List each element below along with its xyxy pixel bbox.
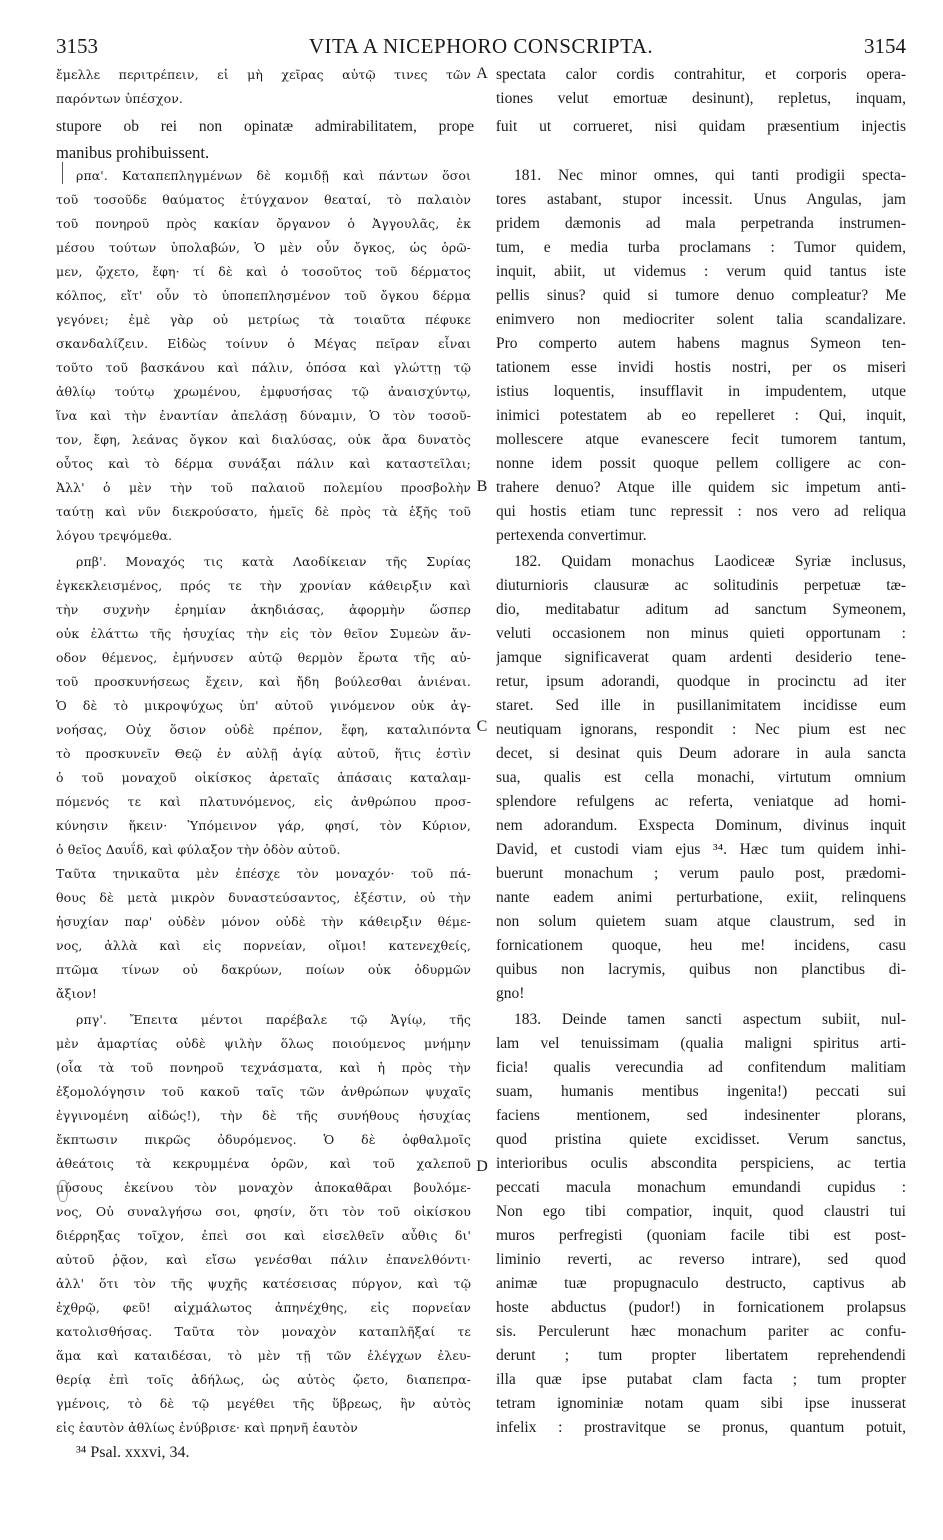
greek-text-line: Ταῦτα τηνικαῦτα μὲν ἐπέσχε τὸν μοναχόν· τοῦ πά- bbox=[56, 866, 471, 881]
greek-text-line: μεν, ᾤχετο, ἔφη· τί δὲ καὶ ὁ τοσοῦτος τοῦ δέρματος bbox=[56, 264, 471, 279]
margin-letter: D bbox=[476, 1158, 488, 1175]
latin-text-line: quibus non lacrymis, quibus non planctibus di- bbox=[496, 961, 906, 978]
latin-text-line: muros perfregisti (quoniam facile tibi est post- bbox=[496, 1227, 906, 1244]
latin-text-line: interioribus oculis abscondita perspiciens, ac tertia bbox=[496, 1155, 906, 1172]
latin-text-line: retur, ipsum adorandi, quodque in procinctu ad iter bbox=[496, 673, 906, 690]
latin-text-line: non solum quietem suam atque claustrum, sed in bbox=[496, 913, 906, 930]
greek-text-line: ρπα'. Καταπεπληγμένων δὲ κομιδῇ καὶ πάντων ὅσοι bbox=[76, 168, 471, 183]
greek-text-line: κόλπος, εἴτ' οὖν τὸ ὑποπεπλησμένον τοῦ ὄγκου δέρμα bbox=[56, 288, 471, 303]
greek-text-line: οδον θέμενος, ἐμήνυσεν αὐτῷ θερμὸν ἔρωτα τῆς αὐ- bbox=[56, 650, 471, 665]
latin-text-line: dio, meditabatur aditum ad sanctum Symeonem, bbox=[496, 601, 906, 618]
latin-text-line: Non ego tibi compatior, inquit, quod claustri tui bbox=[496, 1203, 906, 1220]
greek-text-line: κύνησιν ἥκειν· Ὑπόμεινον γάρ, φησί, τὸν Κύριον, bbox=[56, 818, 471, 833]
greek-text-line: σκανδαλίζειν. Εἰδὼς τοίνυν ὁ Μέγας πεῖραν εἶναι bbox=[56, 336, 471, 351]
latin-text-line: lam vel tenuissimam (qualia maligni spiritus arti- bbox=[496, 1035, 906, 1052]
greek-text-line: ἐχθρῷ, φεῦ! αἰχμάλωτος ἀπηνέχθης, εἰς πορνείαν bbox=[56, 1300, 471, 1315]
greek-text-line: Ἀλλ' ὁ μὲν τὴν τοῦ παλαιοῦ πολεμίου προσβολὴν bbox=[56, 480, 471, 495]
greek-text-line: πόμενός τε καὶ πλατυνόμενος, εἰς ἀνθρώπου προσ- bbox=[56, 794, 471, 809]
greek-text-line: ἡσυχίαν παρ' οὐδὲν μόνον οὐδὲ τὴν κάθειρξιν θέμε- bbox=[56, 914, 471, 929]
greek-text-line: ἔκπτωσιν πικρῶς ὀδυρόμενος. Ὁ δὲ ὀφθαλμοῖς bbox=[56, 1132, 471, 1147]
greek-text-line: ἀθλίῳ τούτῳ χρωμένου, ἐμφυσήσας τῷ ἀναισχύντῳ, bbox=[56, 384, 471, 399]
latin-text-line: inquit, abiit, ut videmus : verum quid tantus iste bbox=[496, 263, 906, 280]
latin-text-line: 182. Quidam monachus Laodiceæ Syriæ inclusus, bbox=[514, 553, 906, 570]
greek-text-line: ρπβ'. Μοναχός τις κατὰ Λαοδίκειαν τῆς Συρίας bbox=[76, 554, 471, 569]
latin-text-line: enimvero non mediocriter solent talia scandalizare. bbox=[496, 311, 906, 328]
latin-text-line: splendore refulgens ac referta, veniatque ad homi- bbox=[496, 793, 906, 810]
greek-text-line: οὐκ ἐλάττω τῆς ἡσυχίας τὴν εἰς τὸν θεῖον Συμεὼν ἄν- bbox=[56, 626, 471, 641]
latin-text-line: staret. Sed ille in pusillanimitatem incidisse eum bbox=[496, 697, 906, 714]
latin-text-line: trahere denuo? Atque ille quidem sic impetum anti- bbox=[496, 479, 906, 496]
latin-text-line: illa quæ ipse putabat clam facta ; tum propter bbox=[496, 1371, 906, 1388]
running-header bbox=[56, 34, 906, 58]
latin-text-line: nonne idem possit quoque pellem colligere ac con- bbox=[496, 455, 906, 472]
greek-text-line: θους δὲ μετὰ μικρὸν δυναστεύσαντος, ἐξέστιν, οὐ τὴν bbox=[56, 890, 471, 905]
latin-text-line: infelix : prostravitque se pronus, quantum potuit, bbox=[496, 1419, 906, 1436]
greek-text-line: γεγόνει; ἐμὲ γὰρ οὐ μετρίως τὰ τοιαῦτα πέφυκε bbox=[56, 312, 471, 327]
latin-text-line: quod pristina quiete excidisset. Verum sanctus, bbox=[496, 1131, 906, 1148]
greek-text-line: manibus prohibuissent. bbox=[56, 143, 210, 162]
greek-text-line: γμένοις, τὸ δὲ τῷ μεγέθει τῆς ὕβρεως, ἣν αὐτὸς bbox=[56, 1396, 471, 1411]
latin-text-line: pertexenda convertimur. bbox=[496, 527, 647, 544]
latin-text-line: spectata calor cordis contrahitur, et corporis opera- bbox=[496, 66, 906, 83]
greek-text-line: λόγου τρεψόμεθα. bbox=[56, 528, 173, 543]
latin-text-line: faciens mentionem, sed indesinenter plorans, bbox=[496, 1107, 906, 1124]
latin-text-line: Pro comperto autem habens magnus Symeon ten- bbox=[496, 335, 906, 352]
greek-text-line: μὲν ἁμαρτίας οὐδὲ ψιλὴν ὅλως ποιούμενος μνήμην bbox=[56, 1036, 471, 1051]
latin-text-line: gno! bbox=[496, 985, 525, 1002]
latin-text-line: qui hostis etiam tunc repressit : nos vero ad reliqua bbox=[496, 503, 906, 520]
page-number-left: 3153 bbox=[56, 34, 98, 58]
latin-text-line: mollescere atque evanescere fecit tumorem tantum, bbox=[496, 431, 906, 448]
latin-text-line: inimici potestatem ab eo repelleret : Qui, inquit, bbox=[496, 407, 906, 424]
latin-text-line: sua, qualis est cella monachi, virtutum omnium bbox=[496, 769, 906, 786]
latin-text-line: peccati macula monachum emundandi cupidus : bbox=[496, 1179, 906, 1196]
latin-text-line: derunt ; tum propter libertatem reprehendendi bbox=[496, 1347, 906, 1364]
greek-text-line: ἐγκεκλεισμένος, πρός τε τὴν χρονίαν κάθειρξιν καὶ bbox=[56, 578, 471, 593]
latin-text-line: veluti occasionem non minus quieti opportunam : bbox=[496, 625, 906, 642]
greek-text-line: ἅμα καὶ καταιδέσαι, τὸ μὲν τῇ τῶν ἐλέγχων ἐλευ- bbox=[56, 1348, 471, 1363]
greek-text-line: τον, ἔφη, λεάνας ὄγκον καὶ διαλύσας, οὐκ ἄρα δυνατὸς bbox=[56, 432, 471, 447]
latin-text-line: diuturnioris clausuræ ac solitudinis perpetuæ tæ- bbox=[496, 577, 906, 594]
margin-letter: A bbox=[476, 65, 488, 82]
latin-text-line: David, et custodi viam ejus ³⁴. Hæc tum quidem inhi- bbox=[496, 841, 906, 858]
greek-text-line: ὁ τοῦ μοναχοῦ οἰκίσκος ἀρεταῖς ἁπάσαις καταλαμ- bbox=[56, 770, 471, 785]
latin-text-line: 183. Deinde tamen sancti aspectum subiit, nul- bbox=[514, 1011, 906, 1028]
margin-letter: C bbox=[476, 718, 488, 735]
greek-text-line: αὐτοῦ ῥᾷον, καὶ εἴσω γενέσθαι πάλιν ἐπανελθόντι· bbox=[56, 1252, 471, 1267]
greek-text-line: Ὁ δὲ τὸ μικροψύχως ὑπ' αὐτοῦ γινόμενον οὐκ ἀγ- bbox=[56, 698, 471, 713]
margin-mark bbox=[62, 162, 63, 184]
greek-text-line: ἀθεάτοις τὰ κεκρυμμένα ὁρῶν, καὶ τοῦ χαλεποῦ bbox=[56, 1156, 471, 1171]
greek-text-line: πτῶμα τίνων οὐ δακρύων, ποίων οὐκ ὀδυρμῶν bbox=[56, 962, 471, 977]
latin-text-line: pellis sinus? quid si tumore denuo compleatur? Me bbox=[496, 287, 906, 304]
latin-text-line: pridem dæmonis ad mala perpetranda instrumen- bbox=[496, 215, 906, 232]
latin-text-line: istius loquentis, insufflavit in impudentem, utque bbox=[496, 383, 906, 400]
greek-text-line: οὗτος καὶ τὸ δέρμα συνάξαι πάλιν καὶ καταστεῖλαι; bbox=[56, 456, 471, 471]
latin-text-line: buerunt monachum ; verum paulo post, prædomi- bbox=[496, 865, 906, 882]
latin-text-line: sis. Perculerunt hæc monachum pariter ac confu- bbox=[496, 1323, 906, 1340]
greek-text-line: μέσου τούτων ὑπολαβών, Ὁ μὲν οὖν ὄγκος, ὡς ὁρῶ- bbox=[56, 240, 471, 255]
latin-text-line: ficia! qualis verecundia ad confitendum malitiam bbox=[496, 1059, 906, 1076]
greek-text-line: ὁ θεῖος Δαυΐδ, καὶ φύλαξον τὴν ὁδὸν αὐτοῦ. bbox=[56, 842, 341, 857]
page-number-right: 3154 bbox=[864, 34, 906, 58]
latin-text-line: animæ tuæ propugnaculo destructo, captivus ab bbox=[496, 1275, 906, 1292]
greek-text-line: παρόντων ὑπέσχον. bbox=[56, 91, 184, 106]
greek-text-line: νοήσας, Οὐχ ὅσιον οὐδὲ πρέπον, ἔφη, καταλιπόντα bbox=[56, 722, 471, 737]
footnote: ³⁴ Psal. xxxvi, 34. bbox=[76, 1444, 190, 1461]
greek-text-line: τοῦτο τοῦ βασκάνου καὶ πάλιν, ὁπόσα καὶ γλώττῃ τῷ bbox=[56, 360, 471, 375]
greek-text-line: ρπγ'. Ἔπειτα μέντοι παρέβαλε τῷ Ἁγίῳ, τῆς bbox=[76, 1012, 471, 1027]
latin-text-line: fornicationem quoque, heu me! incidens, casu bbox=[496, 937, 906, 954]
latin-text-line: tores astabant, stupor incessit. Unus Angulas, jam bbox=[496, 191, 906, 208]
greek-text-line: τοῦ προσκυνήσεως ἔχειν, καὶ ἤδη βούλεσθαι ἀνιέναι. bbox=[56, 674, 471, 689]
greek-text-line: (οἷα τὰ τοῦ πονηροῦ τεχνάσματα, καὶ ἡ πρὸς τὴν bbox=[56, 1060, 471, 1075]
greek-text-line: ἀλλ' ὅτι τὸν τῆς ψυχῆς κατέσεισας πύργον, καὶ τῷ bbox=[56, 1276, 471, 1291]
latin-text-line: decet, si desinat quis Deum adorare in aula sancta bbox=[496, 745, 906, 762]
latin-text-line: neutiquam ignorans, respondit : Nec pium est nec bbox=[496, 721, 906, 738]
greek-text-line: ἐγγινομένη αἰδώς!), τὴν δὲ τῆς συνήθους ἡσυχίας bbox=[56, 1108, 471, 1123]
latin-text-line: 181. Nec minor omnes, qui tanti prodigii specta- bbox=[514, 167, 906, 184]
margin-letter: B bbox=[476, 478, 488, 495]
greek-text-line: τοῦ τοσοῦδε θαύματος ἐτύγχανον θεαταί, τὸ παλαιὸν bbox=[56, 192, 471, 207]
running-title: VITA A NICEPHORO CONSCRIPTA. bbox=[308, 34, 654, 58]
greek-text-line: μύσους ἐκείνου τὸν μοναχὸν ἀποκαθᾶραι βουλόμε- bbox=[56, 1180, 471, 1195]
latin-text-line: hoste abductus (pudor!) in fornicationem prolapsus bbox=[496, 1299, 906, 1316]
latin-text-line: liminio reverti, ac reverso intrare), sed quod bbox=[496, 1251, 906, 1268]
greek-text-line: τὸ προσκυνεῖν Θεῷ ἐν αὐλῇ ἁγίᾳ αὐτοῦ, ἥτις ἐστὶν bbox=[56, 746, 471, 761]
greek-text-line: ἵνα καὶ τὴν ἐναντίαν ἀπελάσῃ δύναμιν, Ὁ τὸν τοσοῦ- bbox=[56, 408, 471, 423]
greek-text-line: διέρρηξας τοῖχον, ἐπεὶ σοι καὶ εἰσελθεῖν αὖθις δι' bbox=[56, 1228, 471, 1243]
latin-text-line: suam, humanis mentibus ingenita!) peccati sui bbox=[496, 1083, 906, 1100]
greek-text-line: ἔμελλε περιτρέπειν, εἰ μὴ χεῖρας αὐτῷ τινες τῶν bbox=[56, 67, 471, 82]
greek-text-line: νος, ἀλλὰ καὶ εἰς πορνείαν, οἴμοι! κατενεχθείς, bbox=[56, 938, 471, 953]
greek-text-line: τοῦ πονηροῦ πρὸς κακίαν ὄργανον ὁ Ἀγγουλᾶς, ἐκ bbox=[56, 216, 471, 231]
greek-text-line: θερίᾳ ἐπὶ τοῖς ἀδήλως, ὡς αὐτὸς ᾤετο, διαπεπρα- bbox=[56, 1372, 471, 1387]
latin-text-line: tetram ignominiæ notam quam sibi ipse inusserat bbox=[496, 1395, 906, 1412]
latin-text-line: tum, e media turba proclamans : Tumor quidem, bbox=[496, 239, 906, 256]
greek-text-line: τὴν συχνὴν ἐρημίαν ἀκηδιάσας, ἀφορμὴν ὥσπερ bbox=[56, 602, 471, 617]
greek-text-line: ἐξομολόγησιν τοῦ κακοῦ ταῖς τῶν ἀνθρώπων ψυχαῖς bbox=[56, 1084, 471, 1099]
greek-text-line: εἰς ἑαυτὸν ἀθλίως ἐνύβρισε· καὶ πρηνῆ ἑαυτὸν bbox=[56, 1420, 358, 1435]
latin-text-line: jamque significaverat quam ardenti desiderio tene- bbox=[496, 649, 906, 666]
latin-text-line: tationem esse invidi hostis nostri, per os miseri bbox=[496, 359, 906, 376]
greek-text-line: ταύτῃ καὶ νῦν διεκρούσατο, ἡμεῖς δὲ πρὸς τὰ ἑξῆς τοῦ bbox=[56, 504, 471, 519]
greek-text-line: ἄξιον! bbox=[56, 986, 97, 1001]
latin-text-line: nante eadem animi perturbatione, exiit, relinquens bbox=[496, 889, 906, 906]
margin-blot bbox=[58, 1180, 68, 1202]
greek-text-line: κατολισθήσας. Ταῦτα τὸν μοναχὸν καταπλῆξαί τε bbox=[56, 1324, 471, 1339]
latin-text-line: tiones velut emortuæ desinunt), repletus, inquam, bbox=[496, 90, 906, 107]
greek-text-line: νος, Οὐ συναλγήσω σοι, φησίν, ὅτι τὸν τοῦ οἰκίσκου bbox=[56, 1204, 471, 1219]
spanning-text-line: stupore ob rei non opinatæ admirabilitatem, prope fuit ut corrueret, nisi quidam præsentium injectis bbox=[56, 118, 906, 135]
latin-text-line: nem adorandum. Exspecta Dominum, divinus inquit bbox=[496, 817, 906, 834]
